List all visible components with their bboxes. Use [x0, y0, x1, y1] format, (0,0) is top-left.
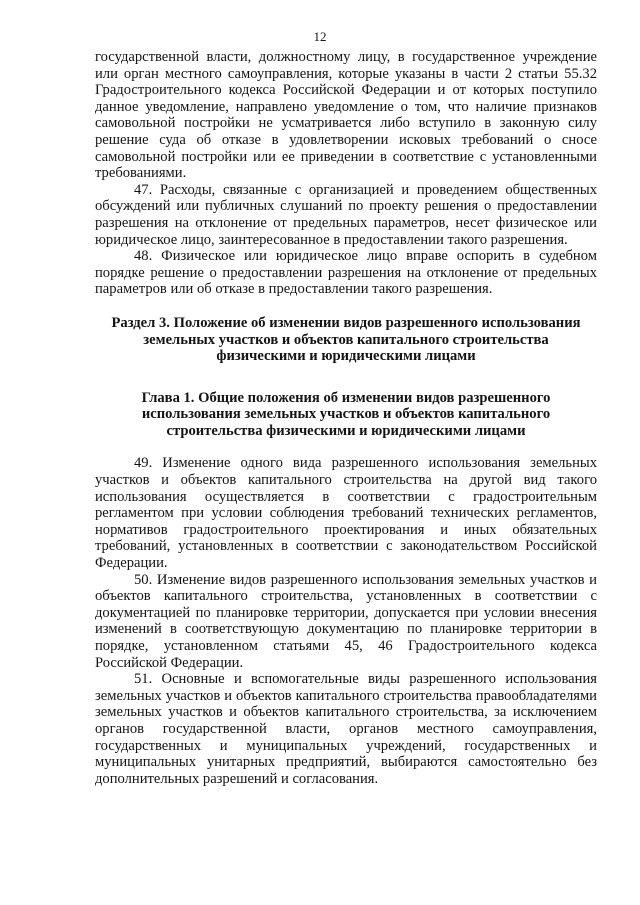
- page-number: 12: [313, 29, 327, 44]
- paragraph-48: 48. Физическое или юридическое лицо вправе оспорить в судебном порядке решение о предоставлении разрешения на отклонение от предельных параметров или об отказе в предоставлении такого разрешения.: [95, 248, 597, 298]
- section-3-heading: Раздел 3. Положение об изменении видов разрешенного использования земельных участков и объектов капитального строительства физическими и юридическими лицами: [111, 314, 581, 365]
- paragraph-50: 50. Изменение видов разрешенного использования земельных участков и объектов капитального строительства, установленных в соответствии с документацией по планировке территории, допускается при условии внесения изменений в соответствующую документацию по планировке территории в порядке, установленном статьями 45, 46 Градостроительного кодекса Российской Федерации.: [95, 571, 597, 671]
- document-body: [95, 49, 597, 787]
- chapter-1-heading: Глава 1. Общие положения об изменении видов разрешенного использования земельных участков и объектов капитального строительства физическими и юридическими лицами: [141, 389, 551, 439]
- paragraph-46-continued: государственной власти, должностному лицу, в государственное учреждение или орган местного самоуправления, которые указаны в части 2 статьи 55.32 Градостроительного кодекса Российской Федерации и от которых поступило данное уведомление, направлено уведомление о том, что наличие признаков самовольной постройки не усматривается либо вступило в законную силу решение суда об отказе в удовлетворении исковых требований о сносе самовольной постройки или ее приведении в соответствие с установленными требованиями.: [95, 49, 597, 182]
- paragraph-47: 47. Расходы, связанные с организацией и проведением общественных обсуждений или публичных слушаний по проекту решения о предоставлении разрешения на отклонение от предельных параметров, несет физическое или юридическое лицо, заинтересованное в предоставлении такого разрешения.: [95, 181, 597, 248]
- paragraph-51: 51. Основные и вспомогательные виды разрешенного использования земельных участков и объектов капитального строительства правообладателями земельных участков и объектов капитального строительства, за исключением органов государственной власти, органов местного самоуправления, государственных и муниципальных учреждений, государственных и муниципальных унитарных предприятий, выбираются самостоятельно без дополнительных разрешений и согласования.: [95, 671, 597, 787]
- paragraph-49: 49. Изменение одного вида разрешенного использования земельных участков и объектов капитального строительства на другой вид такого использования осуществляется в соответствии с градостроительным регламентом при условии соблюдения требований технических регламентов, нормативов градостроительного проектирования и иных обязательных требований, установленных в соответствии с законодательством Российской Федерации.: [95, 455, 597, 572]
